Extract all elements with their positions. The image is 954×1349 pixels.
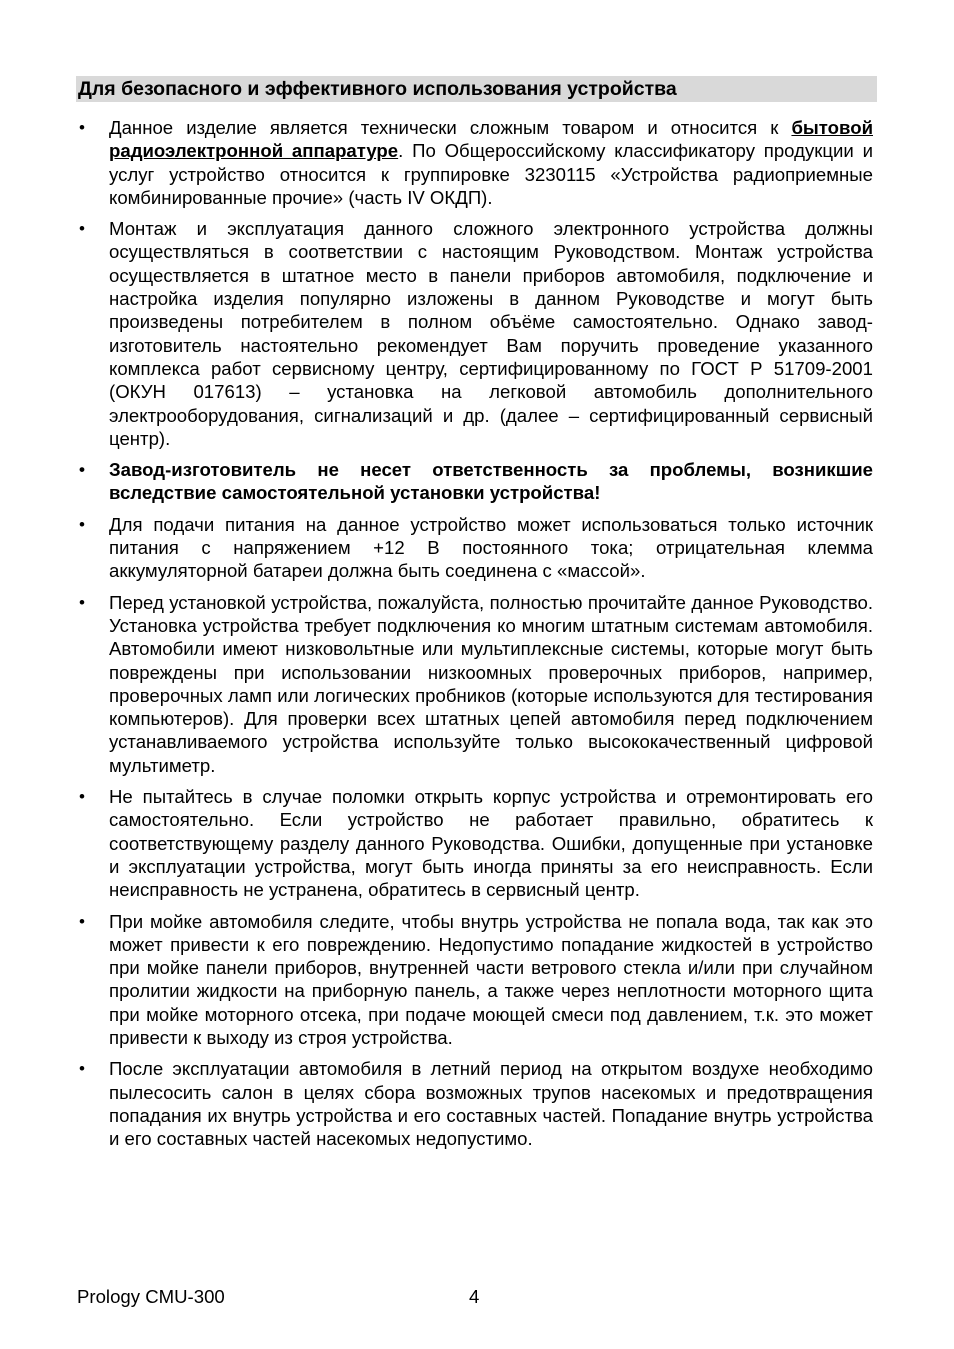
list-item: [76, 513, 873, 583]
item-text: После эксплуатации автомобиля в летний период на открытом воздухе необходимо пылесосить салон в целях сбора возможных трупов насекомых и предотвращения попадания их внутрь устройства и его составных частей. Попадание внутрь устройства и его составных частей насекомых недопустимо.: [109, 1058, 873, 1150]
item-text: Перед установкой устройства, пожалуйста, полностью прочитайте данное Руководство. Установка устройства требует подключения ко многим штатным системам автомобиля. Автомобили имеют низковольтные или мультиплексные системы, которые могут быть повреждены при использовании низкоомных проверочных приборов, например, проверочных ламп или логических пробников (которые используются для тестирования компьютеров). Для проверки всех штатных цепей автомобиля перед подключением устанавливаемого устройства используйте только высококачественный цифровой мультиметр.: [109, 591, 873, 776]
bullet-icon: •: [79, 219, 85, 239]
footer-product-name: Prology CMU-300: [77, 1286, 225, 1307]
item-text-end: . По Общероссийскому классификатору продукции и услуг устройство относится к группировке 3230115 «Устройства радиоприемные комбинированные прочие» (часть IV ОКДП).: [109, 140, 873, 208]
item-text: Для подачи питания на данное устройство может использоваться только источник питания с напряжением +12 В постоянного тока; отрицательная клемма аккумуляторной батареи должна быть соединена с «массой».: [109, 513, 873, 582]
safety-bullet-list: [76, 116, 873, 1158]
bullet-icon: •: [79, 514, 85, 534]
bullet-icon: •: [79, 911, 85, 931]
bullet-icon: •: [79, 787, 85, 807]
item-text: При мойке автомобиля следите, чтобы внутрь устройства не попала вода, так как это может привести к его повреждению. Недопустимо попадание жидкостей в устройство при мойке панели приборов, внутренней части ветрового стекла и/или при случайном пролитии жидкости на приборную панель, а также через неплотности моторного щита при мойке моторного отсека, при подаче моющей смеси под давлением, т.к. это может привести к выходу из строя устройства.: [109, 910, 873, 1048]
item-text: Не пытайтесь в случае поломки открыть корпус устройства и отремонтировать его самостоятельно. Если устройство не работает правильно, обратитесь к соответствующему разделу данного Руководства. Ошибки, допущенные при установке и эксплуатации устройства, могут быть иногда приняты за его неисправность. Если неисправность не устранена, обратитесь в сервисный центр.: [109, 786, 873, 901]
item-text-start: Данное изделие является технически сложным товаром и относится к: [109, 117, 792, 138]
list-item: [76, 116, 873, 209]
list-item-warning: [76, 458, 873, 505]
list-item: [76, 910, 873, 1050]
bullet-icon: •: [79, 592, 85, 612]
list-item: [76, 785, 873, 901]
item-text-warning: Завод-изготовитель не несет ответственность за проблемы, возникшие вследствие самостоятельной установки устройства!: [109, 459, 873, 504]
item-text: Монтаж и эксплуатация данного сложного электронного устройства должны осуществляться в соответствии с настоящим Руководством. Монтаж устройства осуществляется в штатное место в панели приборов автомобиля, подключение и настройка изделия популярно изложены в данном Руководстве и могут быть произведены потребителем в полном объёме самостоятельно. Однако завод-изготовитель настоятельно рекомендует Вам поручить проведение указанного комплекса работ сервисному центру, сертифицированному по ГОСТ Р 51709-2001 (ОКУН 017613) – установка на легковой автомобиль дополнительного электрооборудования, сигнализаций и др. (далее – сертифицированный сервисный центр).: [109, 218, 873, 449]
bullet-icon: •: [79, 1059, 85, 1079]
list-item: [76, 591, 873, 777]
section-heading: Для безопасного и эффективного использования устройства: [76, 76, 877, 102]
item-text-underlined: бытовой радиоэлектронной аппаратуре: [109, 117, 873, 162]
bullet-icon: •: [79, 118, 85, 137]
list-item: [76, 1057, 873, 1150]
bullet-icon: •: [79, 460, 85, 480]
footer-page-number: 4: [469, 1286, 480, 1307]
list-item: [76, 217, 873, 450]
